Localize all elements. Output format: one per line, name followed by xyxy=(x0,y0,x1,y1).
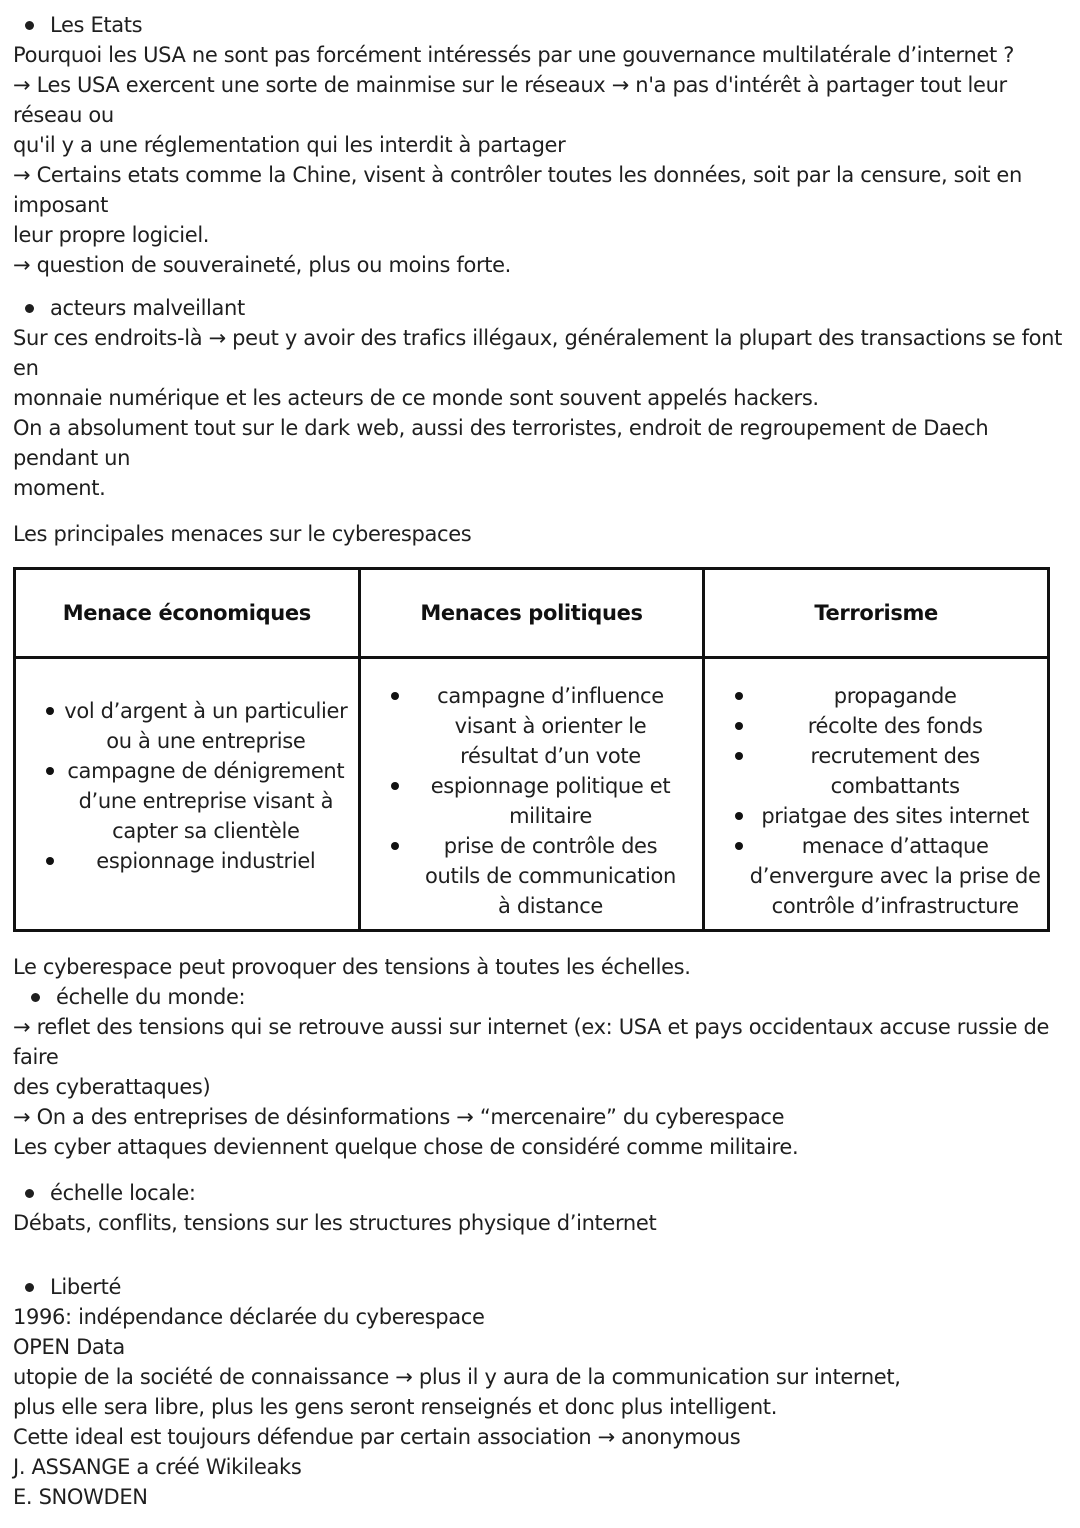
table-cell-economiques xyxy=(15,658,360,931)
monde-line: Les cyber attaques deviennent quelque chose de considéré comme militaire. xyxy=(13,1135,799,1159)
politiques-line: campagne d’influence xyxy=(437,684,664,708)
monde-line: → On a des entreprises de désinformations → “mercenaire” du cyberespace xyxy=(13,1105,785,1129)
bullet-dot xyxy=(391,842,399,850)
acteurs-line: On a absolument tout sur le dark web, aussi des terroristes, endroit de regroupement de Daech pendant un xyxy=(13,416,989,470)
economiques-line: ou à une entreprise xyxy=(106,729,306,753)
etats-line: leur propre logiciel. xyxy=(13,223,210,247)
document-page xyxy=(13,10,1075,1512)
bullet-dot xyxy=(25,1283,34,1292)
politiques-line: résultat d’un vote xyxy=(460,744,641,768)
liberte-line: Cette ideal est toujours défendue par certain association → anonymous xyxy=(13,1425,741,1449)
terrorisme-line: récolte des fonds xyxy=(807,714,983,738)
bullet-dot xyxy=(46,707,54,715)
monde-line: → reflet des tensions qui se retrouve aussi sur internet (ex: USA et pays occidentaux accuse russie de faire xyxy=(13,1015,1050,1069)
monde-line: des cyberattaques) xyxy=(13,1075,211,1099)
table-cell-terrorisme xyxy=(704,658,1049,931)
bullet-dot xyxy=(46,857,54,865)
terrorisme-line: d’envergure avec la prise de xyxy=(749,864,1041,888)
liberte-line: J. ASSANGE a créé Wikileaks xyxy=(13,1455,302,1479)
etats-line: → question de souveraineté, plus ou moins forte. xyxy=(13,253,512,277)
bullet-dot xyxy=(25,21,34,30)
bullet-etats xyxy=(13,10,1075,40)
politiques-line: outils de communication xyxy=(425,864,676,888)
economiques-line: vol d’argent à un particulier xyxy=(64,699,348,723)
table-header-politiques: Menaces politiques xyxy=(359,569,704,658)
liberte-line: OPEN Data xyxy=(13,1335,125,1359)
bullet-liberte xyxy=(13,1272,1075,1302)
terrorisme-line: menace d’attaque xyxy=(801,834,989,858)
politiques-line: visant à orienter le xyxy=(454,714,647,738)
tensions-intro: Le cyberespace peut provoquer des tensions à toutes les échelles. xyxy=(13,955,691,979)
bullet-locale xyxy=(13,1178,1075,1208)
etats-line: Pourquoi les USA ne sont pas forcément intéressés par une gouvernance multilatérale d’internet ? xyxy=(13,43,1015,67)
bullet-dot xyxy=(46,767,54,775)
liberte-line: plus elle sera libre, plus les gens seront renseignés et donc plus intelligent. xyxy=(13,1395,778,1419)
etats-line: qu'il y a une réglementation qui les interdit à partager xyxy=(13,133,566,157)
table-header-terrorisme: Terrorisme xyxy=(704,569,1049,658)
economiques-line: espionnage industriel xyxy=(96,849,316,873)
bullet-dot xyxy=(31,993,40,1002)
politiques-line: à distance xyxy=(497,894,603,918)
locale-line: Débats, conflits, tensions sur les structures physique d’internet xyxy=(13,1211,657,1235)
economiques-line: d’une entreprise visant à xyxy=(78,789,334,813)
economiques-line: capter sa clientèle xyxy=(112,819,300,843)
acteurs-line: moment. xyxy=(13,476,106,500)
etats-line: → Certains etats comme la Chine, visent à contrôler toutes les données, soit par la censure, soit en imposant xyxy=(13,163,1022,217)
heading-locale: échelle locale: xyxy=(50,1181,196,1205)
bullet-monde xyxy=(13,982,1075,1012)
heading-acteurs: acteurs malveillant xyxy=(50,296,245,320)
acteurs-line: monnaie numérique et les acteurs de ce monde sont souvent appelés hackers. xyxy=(13,386,819,410)
threats-table xyxy=(13,567,1050,932)
politiques-line: prise de contrôle des xyxy=(443,834,658,858)
bullet-dot xyxy=(25,304,34,313)
liberte-line: E. SNOWDEN xyxy=(13,1485,148,1509)
terrorisme-line: propagande xyxy=(833,684,957,708)
bullet-acteurs xyxy=(13,293,1075,323)
acteurs-line: Sur ces endroits-là → peut y avoir des trafics illégaux, généralement la plupart des transactions se font en xyxy=(13,326,1063,380)
table-header-economiques: Menace économiques xyxy=(15,569,360,658)
economiques-line: campagne de dénigrement xyxy=(67,759,345,783)
politiques-line: militaire xyxy=(509,804,592,828)
etats-line: → Les USA exercent une sorte de mainmise sur le réseaux → n'a pas d'intérêt à partager tout leur réseau ou xyxy=(13,73,1007,127)
heading-etats: Les Etats xyxy=(50,13,143,37)
liberte-line: utopie de la société de connaissance → plus il y aura de la communication sur internet, xyxy=(13,1365,901,1389)
terrorisme-line: recrutement des xyxy=(810,744,980,768)
bullet-dot xyxy=(391,782,399,790)
terrorisme-line: combattants xyxy=(830,774,960,798)
bullet-dot xyxy=(391,692,399,700)
menaces-intro: Les principales menaces sur le cyberespaces xyxy=(13,522,472,546)
liberte-line: 1996: indépendance déclarée du cyberespace xyxy=(13,1305,485,1329)
heading-liberte: Liberté xyxy=(50,1275,122,1299)
terrorisme-line: contrôle d’infrastructure xyxy=(771,894,1019,918)
table-cell-politiques xyxy=(359,658,704,931)
heading-monde: échelle du monde: xyxy=(56,985,246,1009)
terrorisme-line: priatgae des sites internet xyxy=(761,804,1029,828)
bullet-dot xyxy=(25,1189,34,1198)
politiques-line: espionnage politique et xyxy=(430,774,671,798)
